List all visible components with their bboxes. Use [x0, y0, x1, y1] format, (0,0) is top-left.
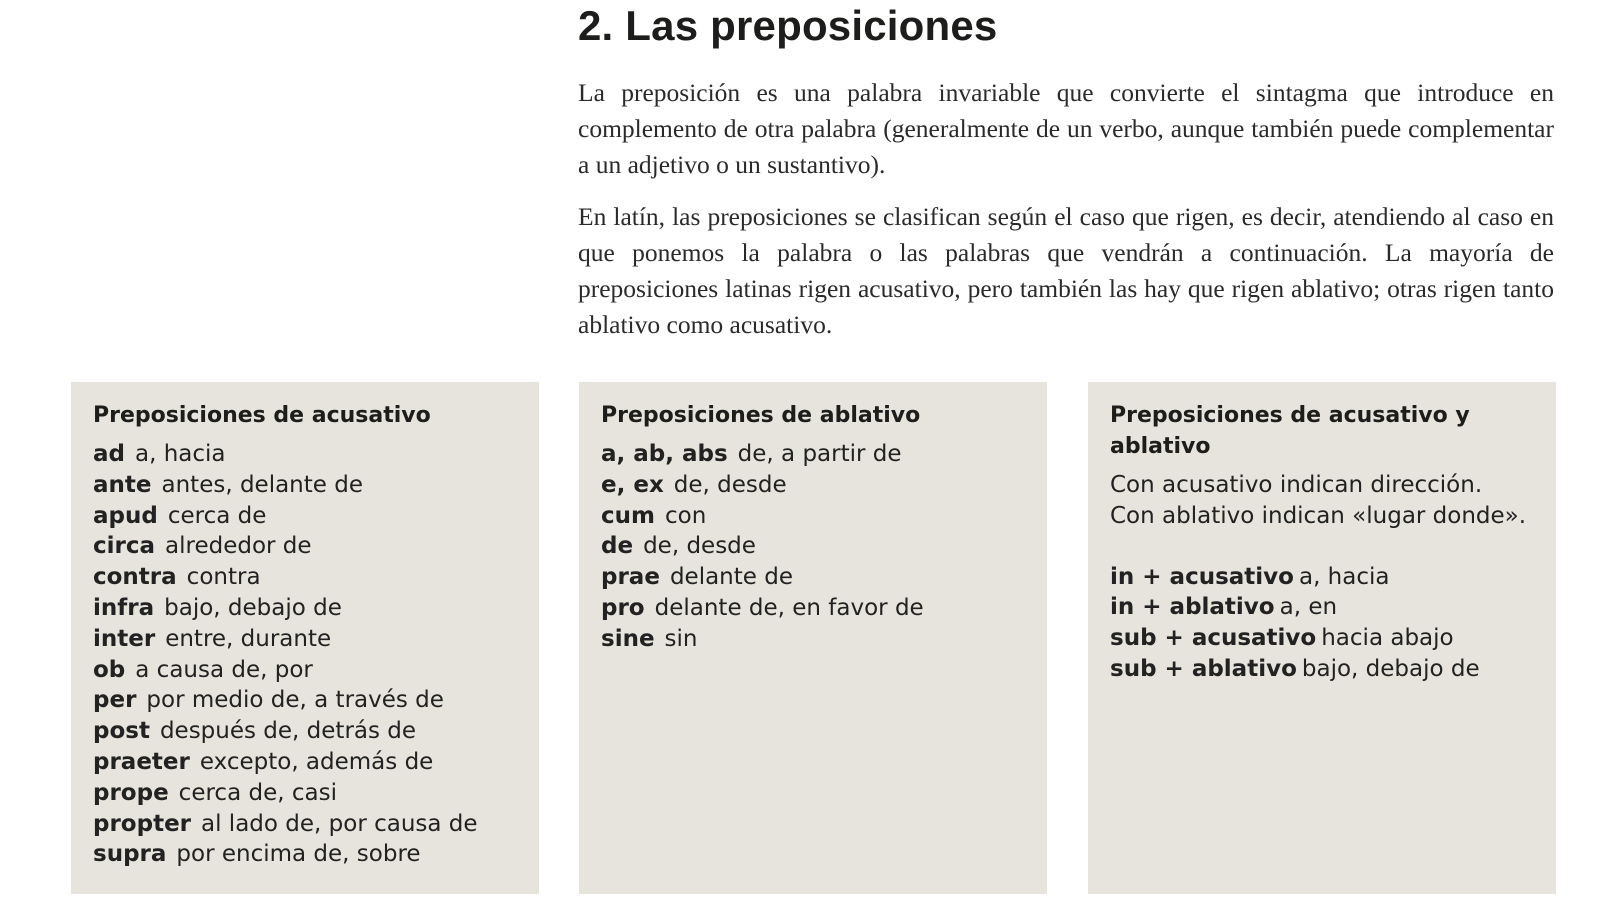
- preposition-term: ob: [93, 656, 126, 683]
- preposition-term: a, ab, abs: [601, 441, 728, 467]
- preposition-term: ante: [93, 471, 152, 498]
- preposition-term: cum: [601, 502, 655, 529]
- list-item: [1110, 654, 1534, 685]
- preposition-meaning: contra: [186, 564, 261, 591]
- usage-note: [1110, 470, 1534, 532]
- list-item: [1110, 562, 1534, 593]
- preposition-term: prae: [601, 564, 660, 591]
- usage-note-line-1: Con acusativo indican dirección.: [1110, 472, 1483, 498]
- preposition-term: in + acusativo: [1110, 563, 1294, 590]
- preposition-meaning: por encima de, sobre: [176, 841, 421, 868]
- intro-paragraph-2: En latín, las preposiciones se clasifican según el caso que rigen, es decir, atendiendo al caso en que ponemos la palabra o las palabras que vendrán a continuación. La mayoría de preposiciones latinas rigen acusativo, pero también las hay que rigen ablativo; otras rigen tanto ablativo como acusativo.: [578, 202, 1554, 339]
- list-item: [93, 839, 517, 870]
- preposition-term: contra: [93, 564, 177, 591]
- preposition-meaning: después de, detrás de: [159, 718, 417, 745]
- preposition-meaning: de, desde: [673, 471, 787, 498]
- usage-note-line-2: Con ablativo indican «lugar donde».: [1110, 502, 1527, 529]
- list-item: [93, 624, 517, 655]
- preposition-term: inter: [93, 625, 156, 652]
- preposition-meaning: entre, durante: [165, 625, 332, 652]
- list-item: [93, 439, 517, 470]
- list-item: [1110, 592, 1534, 623]
- list-item: [93, 531, 517, 562]
- preposition-term: post: [93, 718, 150, 745]
- preposition-term: propter: [93, 810, 192, 837]
- list-item: [93, 562, 517, 593]
- list-item: [93, 685, 517, 716]
- intro-text: [578, 75, 1554, 359]
- preposition-meaning: antes, delante de: [161, 471, 363, 498]
- intro-paragraph-1: La preposición es una palabra invariable que convierte el sintagma que introduce en complemento de otra palabra (generalmente de un verbo, aunque también puede complementar a un adjetivo o un sustantivo).: [578, 78, 1554, 179]
- preposition-term: infra: [93, 594, 155, 621]
- box-acusativo-y-ablativo: [1088, 382, 1556, 894]
- list-item: [601, 624, 1025, 655]
- list-item: [93, 501, 517, 532]
- preposition-list: [601, 439, 1025, 655]
- list-item: [93, 809, 517, 840]
- list-item: [601, 470, 1025, 501]
- preposition-term: sub + acusativo: [1110, 625, 1317, 652]
- preposition-term: praeter: [93, 748, 190, 775]
- preposition-term: circa: [93, 533, 156, 560]
- preposition-meaning: delante de, en favor de: [654, 594, 924, 621]
- preposition-meaning: cerca de, casi: [178, 779, 337, 806]
- list-item: [93, 747, 517, 778]
- preposition-meaning: cerca de: [167, 502, 267, 529]
- list-item: [93, 593, 517, 624]
- preposition-meaning: al lado de, por causa de: [201, 810, 478, 837]
- box-heading: Preposiciones de ablativo: [601, 403, 921, 428]
- preposition-meaning: por medio de, a través de: [146, 687, 444, 714]
- list-item: [93, 778, 517, 809]
- list-item: [1110, 623, 1534, 654]
- box-acusativo: [71, 382, 539, 894]
- page-title: 2. Las preposiciones: [578, 2, 998, 49]
- list-item: [93, 716, 517, 747]
- list-item: [601, 562, 1025, 593]
- preposition-meaning: delante de: [669, 564, 793, 591]
- preposition-meaning: bajo, debajo de: [164, 594, 342, 621]
- preposition-meaning: de, a partir de: [737, 441, 902, 467]
- preposition-term: sub + ablativo: [1110, 655, 1297, 682]
- list-item: [601, 593, 1025, 624]
- list-item: [601, 439, 1025, 470]
- preposition-list: [93, 439, 517, 870]
- preposition-term: apud: [93, 502, 158, 529]
- list-item: [93, 470, 517, 501]
- preposition-meaning: a, hacia: [134, 441, 226, 467]
- preposition-term: e, ex: [601, 471, 664, 498]
- preposition-term: supra: [93, 841, 167, 868]
- preposition-meaning: a, en: [1279, 594, 1338, 621]
- preposition-term: pro: [601, 594, 645, 621]
- preposition-meaning: bajo, debajo de: [1301, 655, 1480, 682]
- preposition-term: de: [601, 533, 634, 560]
- preposition-meaning: con: [664, 502, 707, 529]
- preposition-meaning: excepto, además de: [199, 748, 434, 775]
- box-heading: Preposiciones de acusativo y ablativo: [1110, 403, 1470, 459]
- preposition-term: prope: [93, 779, 169, 806]
- preposition-meaning: hacia abajo: [1321, 625, 1454, 652]
- preposition-term: in + ablativo: [1110, 594, 1275, 621]
- list-item: [601, 531, 1025, 562]
- list-item: [93, 655, 517, 686]
- preposition-meaning: alrededor de: [165, 533, 312, 560]
- preposition-list: [1110, 562, 1534, 685]
- preposition-meaning: de, desde: [643, 533, 756, 560]
- preposition-term: per: [93, 687, 137, 714]
- list-item: [601, 501, 1025, 532]
- preposition-term: sine: [601, 625, 655, 652]
- preposition-meaning: a, hacia: [1298, 563, 1390, 590]
- box-heading: Preposiciones de acusativo: [93, 403, 431, 428]
- box-ablativo: [579, 382, 1047, 894]
- preposition-meaning: a causa de, por: [135, 656, 313, 683]
- preposition-term: ad: [93, 441, 125, 467]
- preposition-meaning: sin: [664, 625, 698, 652]
